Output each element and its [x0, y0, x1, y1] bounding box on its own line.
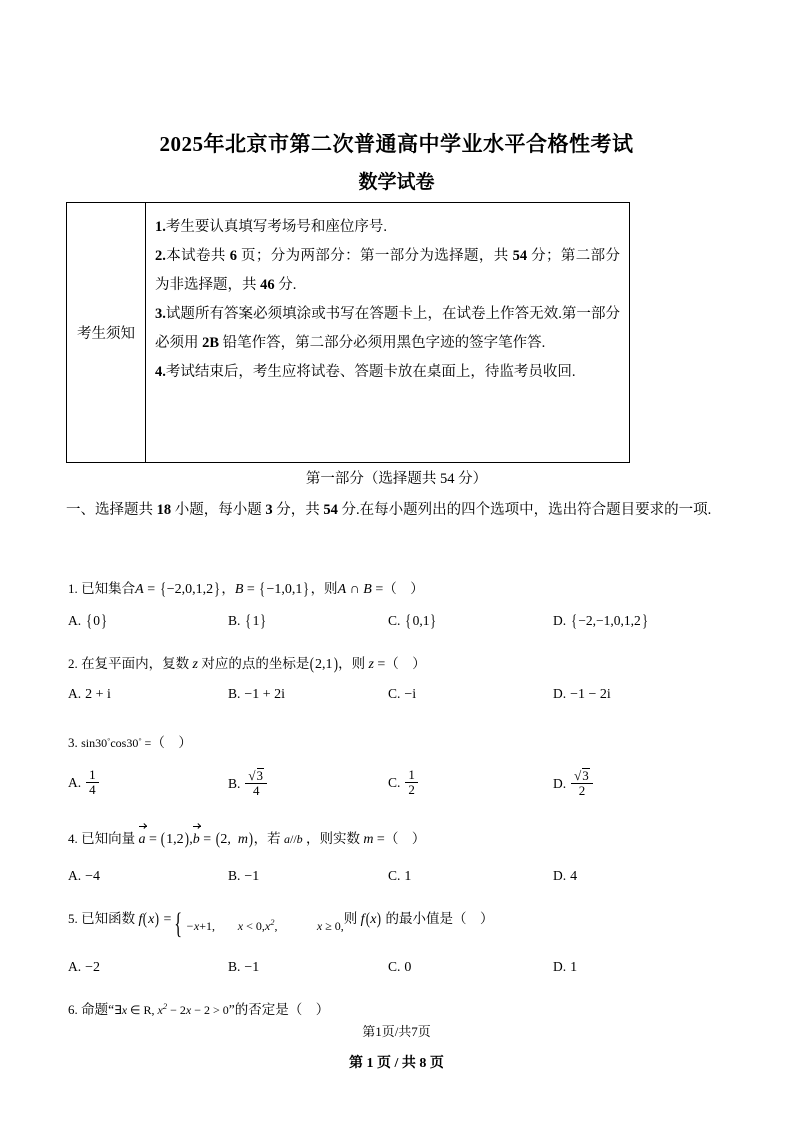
notice-label: 考生须知: [77, 326, 135, 342]
question-4-option-b[interactable]: B. −1: [228, 868, 260, 884]
question-1-option-a[interactable]: A. {0}: [68, 611, 107, 630]
notice-item-4: 4.考试结束后，考生应将试卷、答题卡放在桌面上，待监考员收回.: [155, 364, 576, 380]
question-1-option-c[interactable]: C. {0,1}: [388, 611, 437, 630]
question-2: [68, 653, 758, 676]
question-2-option-c[interactable]: C. −i: [388, 686, 417, 702]
question-3-option-a[interactable]: A. $\frac{1}{4}$: [68, 768, 100, 797]
question-4-option-a[interactable]: A. −4: [68, 868, 101, 884]
question-4: [68, 828, 758, 851]
question-5-option-c[interactable]: C. 0: [388, 959, 412, 975]
question-3: [68, 728, 758, 754]
question-6-stem: 6. 命题“∃x ∈ R, $x^2 - 2x - 2 > 0$”的否定是（ ）: [68, 1001, 330, 1017]
notice-body-cell: [146, 203, 629, 462]
notice-item-3: 3.试题所有答案必须填涂或书写在答题卡上，在试卷上作答无效.第一部分必须用 2B 铅笔作答，第二部分必须用黑色字迹的签字笔作答.: [155, 306, 620, 351]
question-1-stem: 1. 已知集合A = {−2,0,1,2}，B = {−1,0,1}，则A ∩ B =（ ）: [68, 579, 424, 598]
notice-item-1: 1.考生要认真填写考场号和座位序号.: [155, 219, 387, 235]
page-subtitle: 数学试卷: [358, 172, 435, 193]
question-1-option-d[interactable]: D. {−2,−1,0,1,2}: [553, 611, 648, 630]
question-5-option-b[interactable]: B. −1: [228, 959, 260, 975]
question-2-option-d[interactable]: D. −1 − 2i: [553, 686, 611, 702]
piecewise-function: { −x+1, $x < 0,x^2$, x ≥ 0,: [174, 907, 344, 941]
section-instructions: 一、选择题共 18 小题，每小题 3 分，共 54 分.在每小题列出的四个选项中，选出符合题目要求的一项.: [66, 502, 712, 518]
page-title: 2025年北京市第二次普通高中学业水平合格性考试: [159, 132, 634, 156]
question-3-stem: 3. sin30◦cos30◦ =（ ）: [68, 734, 192, 750]
question-1-option-b[interactable]: B. {1}: [228, 611, 267, 630]
question-5-option-a[interactable]: A. −2: [68, 959, 101, 975]
question-4-stem: 4. 已知向量 a = (1,2),b = (2, m)，若 a//b ，则实数 m =（ ）: [68, 828, 758, 851]
part-one-heading: 第一部分（选择题共 54 分）: [305, 471, 488, 487]
question-1: [68, 578, 758, 601]
question-2-stem: 2. 在复平面内，复数 z 对应的点的坐标是(2,1)，则 z =（ ）: [68, 654, 426, 673]
notice-item-2: 2.本试卷共 6 页；分为两部分：第一部分为选择题，共 54 分；第二部分为非选择题，共 46 分.: [155, 248, 621, 293]
question-4-option-c[interactable]: C. 1: [388, 868, 412, 884]
question-3-option-c[interactable]: C. $\frac{1}{2}$: [388, 768, 419, 797]
question-5: [68, 907, 758, 941]
question-5-option-d[interactable]: D. 1: [553, 959, 578, 975]
page-indicator: 第 1 页 / 共 8 页: [349, 1056, 444, 1071]
examinee-notice-table: [66, 202, 630, 463]
question-3-option-d[interactable]: D. $\frac{√3}{2}$: [553, 768, 594, 798]
question-6: [68, 995, 758, 1021]
question-2-option-a[interactable]: A. 2 + i: [68, 686, 111, 702]
question-3-option-b[interactable]: B. $\frac{√3}{4}$: [228, 768, 268, 798]
question-4-option-d[interactable]: D. 4: [553, 868, 578, 884]
notice-label-cell: [67, 203, 146, 462]
in-page-footer: 第1页/共7页: [362, 1024, 431, 1039]
question-2-option-b[interactable]: B. −1 + 2i: [228, 686, 286, 702]
notice-item-1-text: 考生要认真填写考场号和座位序号.: [165, 219, 387, 235]
question-5-stem: 5. 已知函数 f(x) = { −x+1, $x < 0,x^2$, x ≥ 0, 则 f(x) 的最小值是（ ）: [68, 907, 494, 941]
